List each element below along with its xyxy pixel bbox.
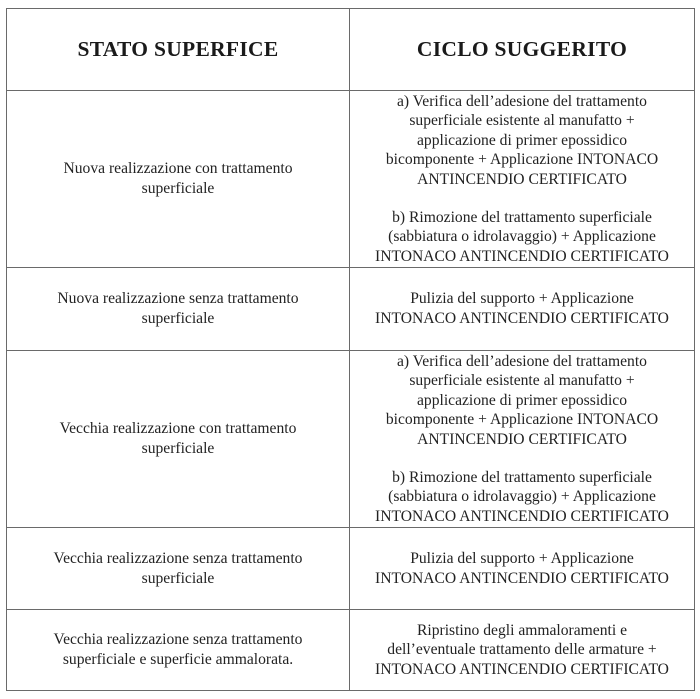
state-line: Vecchia realizzazione senza trattamento — [53, 631, 303, 649]
cycle-line: ANTINCENDIO CERTIFICATO — [417, 171, 627, 188]
cycle-line: INTONACO ANTINCENDIO CERTIFICATO — [375, 660, 669, 678]
state-line: Nuova realizzazione senza trattamento — [57, 290, 299, 308]
spacer — [356, 450, 688, 468]
cycle-line: ANTINCENDIO CERTIFICATO — [417, 431, 627, 448]
state-line: Nuova realizzazione con trattamento — [63, 160, 293, 178]
cycle-line: dell’eventuale trattamento delle armature + — [387, 641, 657, 659]
state-cell — [7, 91, 350, 268]
state-line: Vecchia realizzazione con trattamento — [59, 420, 297, 438]
cycle-line: applicazione di primer epossidico — [416, 131, 627, 149]
cycle-line: b) Rimozione del trattamento superficiale — [392, 468, 652, 486]
cycle-cell — [350, 528, 695, 610]
table-row — [7, 610, 695, 691]
cycle-line: INTONACO ANTINCENDIO CERTIFICATO — [375, 569, 669, 587]
table-row — [7, 268, 695, 351]
state-line: superficiale — [141, 180, 215, 197]
table-row — [7, 528, 695, 610]
state-line: superficiale e superficie ammalorata. — [62, 651, 294, 668]
table-row — [7, 351, 695, 528]
cycle-cell — [350, 91, 695, 268]
state-line: superficiale — [141, 310, 215, 327]
state-line: superficiale — [141, 569, 215, 587]
cycle-line: superficiale esistente al manufatto + — [409, 112, 635, 130]
cycle-line: (sabbiatura o idrolavaggio) + Applicazione — [388, 228, 656, 246]
state-cell — [7, 268, 350, 351]
cycle-line: INTONACO ANTINCENDIO CERTIFICATO — [375, 247, 669, 265]
state-line: Vecchia realizzazione senza trattamento — [53, 549, 303, 567]
cycle-line: Pulizia del supporto + Applicazione — [410, 290, 634, 308]
cycle-line: superficiale esistente al manufatto + — [409, 372, 635, 390]
state-cell — [7, 351, 350, 528]
cycle-cell — [350, 268, 695, 351]
state-cell — [7, 528, 350, 610]
table-row — [7, 91, 695, 268]
state-cell — [7, 610, 350, 691]
cycle-cell — [350, 351, 695, 528]
cycle-line: INTONACO ANTINCENDIO CERTIFICATO — [375, 507, 669, 525]
cycle-line: bicomponente + Applicazione INTONACO — [385, 151, 659, 169]
surface-cycle-table — [6, 8, 695, 691]
cycle-line: INTONACO ANTINCENDIO CERTIFICATO — [375, 310, 669, 327]
cycle-line: Pulizia del supporto + Applicazione — [410, 549, 634, 567]
cycle-line: bicomponente + Applicazione INTONACO — [385, 411, 659, 429]
cycle-line: a) Verifica dell’adesione del trattamento — [397, 352, 647, 370]
state-line: superficiale — [141, 440, 215, 457]
header-ciclo-suggerito: CICLO SUGGERITO — [350, 9, 695, 91]
cycle-line: applicazione di primer epossidico — [416, 391, 627, 409]
cycle-line: b) Rimozione del trattamento superficiale — [392, 208, 652, 226]
spacer — [356, 190, 688, 208]
header-stato-superfice: STATO SUPERFICE — [7, 9, 350, 91]
cycle-line: a) Verifica dell’adesione del trattamento — [397, 92, 647, 110]
cycle-cell — [350, 610, 695, 691]
header-row — [7, 9, 695, 91]
cycle-line: Ripristino degli ammaloramenti e — [416, 621, 628, 639]
cycle-line: (sabbiatura o idrolavaggio) + Applicazione — [388, 488, 656, 506]
